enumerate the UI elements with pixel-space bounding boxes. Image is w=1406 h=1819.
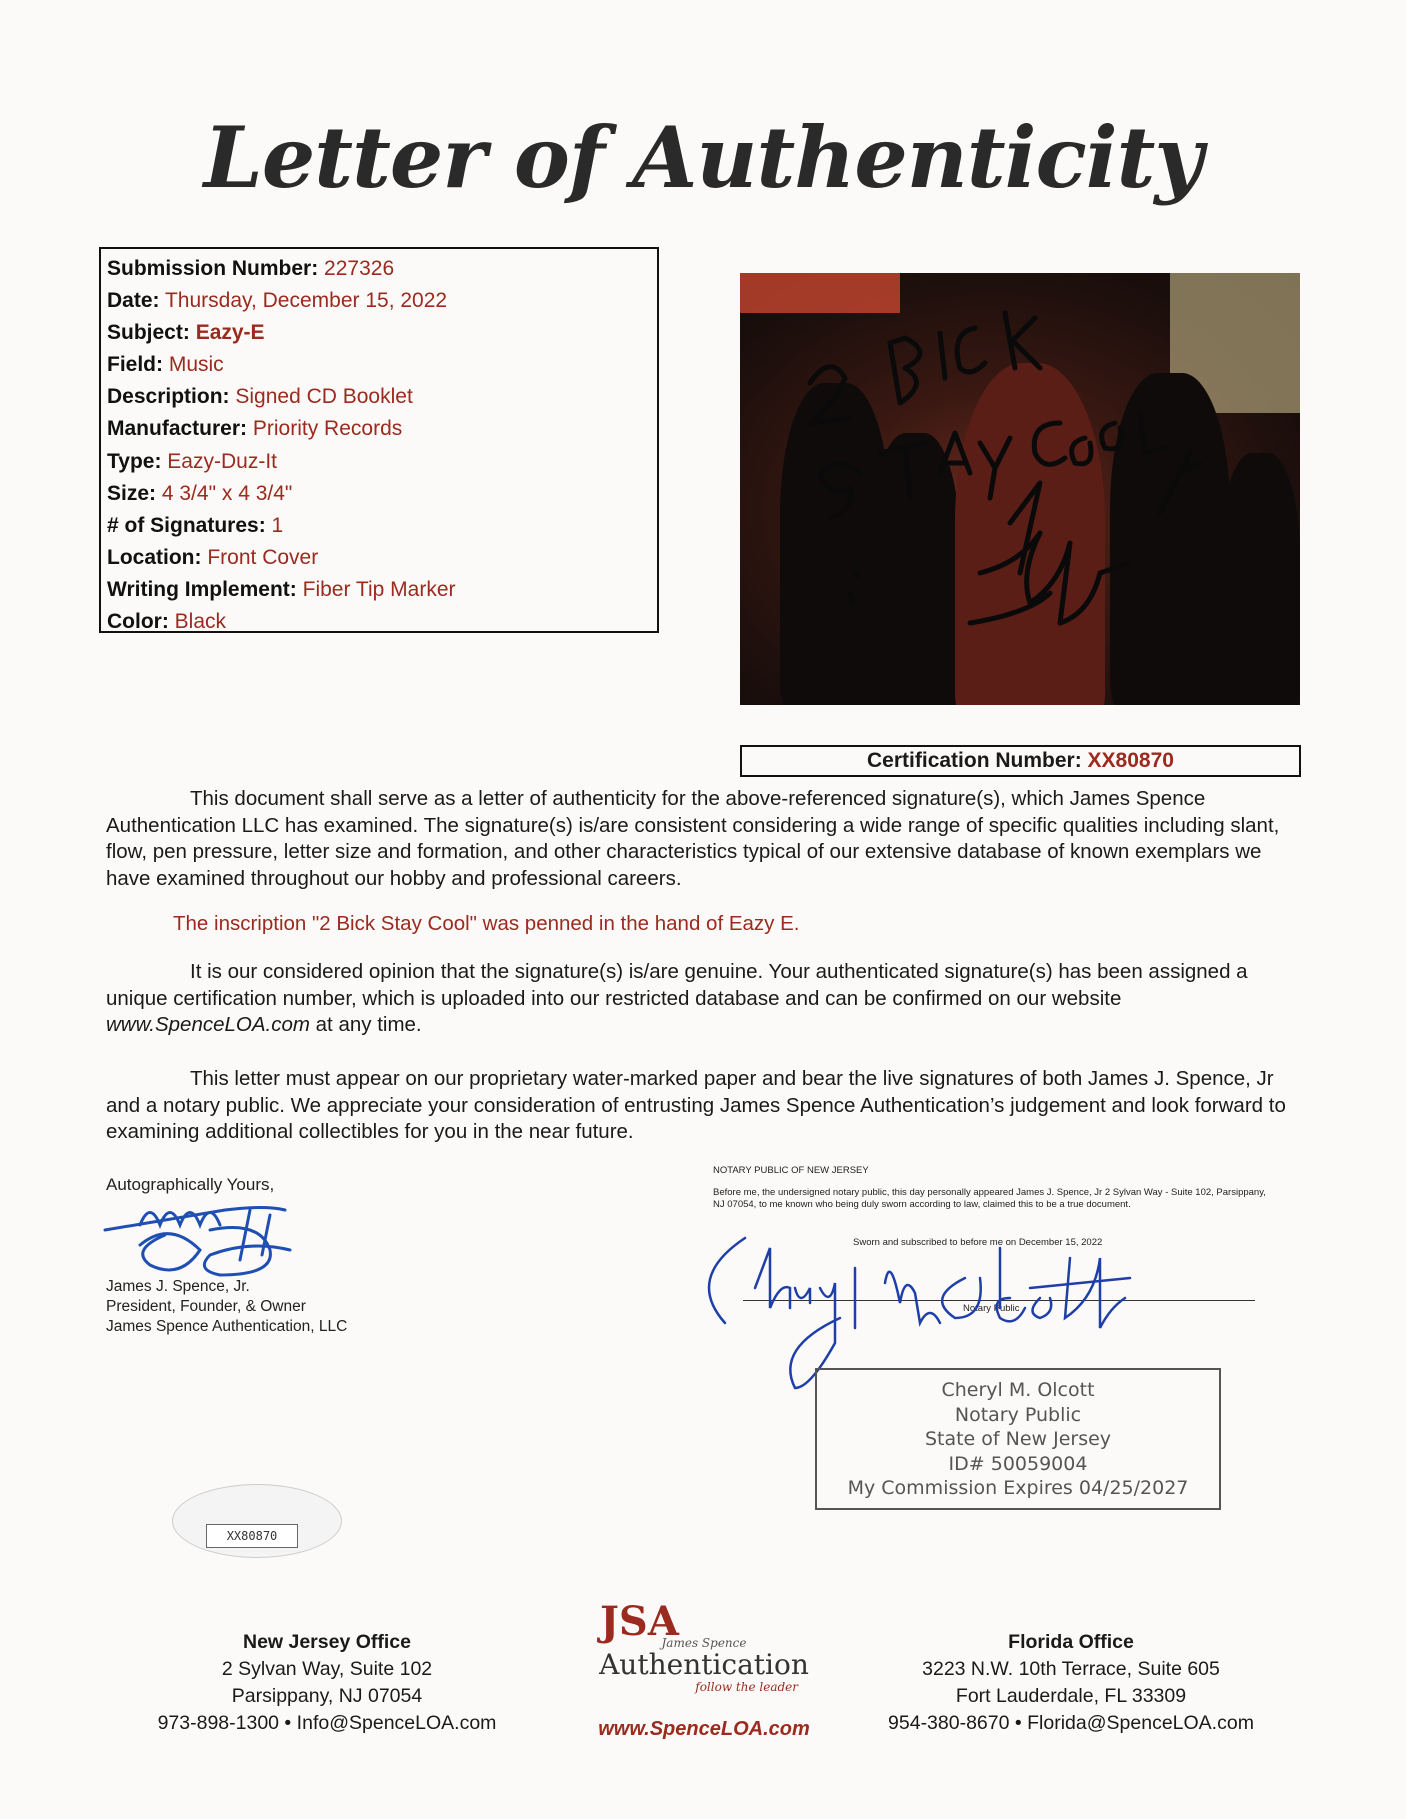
signatures-value: 1 — [271, 513, 284, 537]
nj-office-line1: 2 Sylvan Way, Suite 102 — [221, 1658, 433, 1680]
manufacturer-value: Priority Records — [252, 417, 403, 441]
subject-row — [107, 317, 651, 349]
paragraph-1-text: This document shall serve as a letter of authenticity for the above-referenced signature(s), which James Spence Authentication LLC has examined. The signature(s) is/are consistent considering a wide range of specific qualities including slant, flow, pen pressure, letter size and formation, and other characteristics typical of our extensive database of known exemplars we have examined throughout our hobby and professional careers. — [106, 787, 1280, 890]
nj-office-line2: Parsippany, NJ 07054 — [231, 1685, 423, 1707]
manufacturer-label: Manufacturer: — [107, 417, 248, 441]
fl-office-line3: 954-380-8670 • Florida@SpenceLOA.com — [888, 1712, 1254, 1734]
implement-value: Fiber Tip Marker — [302, 577, 456, 601]
notary-heading: NOTARY PUBLIC OF NEW JERSEY — [713, 1165, 869, 1176]
paragraph-2-tail: at any time. — [309, 1013, 422, 1037]
hologram-label: XX80870 — [206, 1524, 298, 1548]
color-label: Color: — [107, 610, 169, 634]
nj-office — [118, 1629, 536, 1737]
paragraph-2 — [106, 959, 1311, 1039]
fl-office-line1: 3223 N.W. 10th Terrace, Suite 605 — [922, 1658, 1220, 1680]
subject-value: Eazy-E — [195, 321, 265, 345]
type-value: Eazy-Duz-It — [167, 449, 277, 473]
inscription-signature-mark — [740, 273, 1300, 705]
jsa-logo-tagline: follow the leader — [695, 1680, 798, 1694]
signer-name: James J. Spence, Jr. — [106, 1278, 250, 1295]
size-value: 4 3/4" x 4 3/4" — [161, 481, 293, 505]
jsa-logo-letters: JSA — [600, 1598, 679, 1645]
nj-office-line3: 973-898-1300 • Info@SpenceLOA.com — [157, 1712, 497, 1734]
manufacturer-row — [107, 413, 651, 445]
description-label: Description: — [107, 385, 230, 409]
signer-block — [106, 1277, 347, 1337]
footer-website-link[interactable]: www.SpenceLOA.com — [598, 1718, 810, 1740]
spence-signature-mark — [100, 1190, 320, 1280]
field-row — [107, 349, 651, 381]
submission-info-box — [99, 247, 659, 633]
notary-statement: Before me, the undersigned notary public, this day personally appeared James J. Spence, Jr 2 Sylvan Way - Suite 102, Parsippany, NJ 07054, to me known who being duly sworn according to law, claimed this to be a true document. — [713, 1187, 1266, 1210]
closing-text: Autographically Yours, — [106, 1175, 275, 1194]
submission-label: Submission Number: — [107, 257, 319, 280]
signer-role: President, Founder, & Owner — [106, 1298, 306, 1315]
fl-office-heading: Florida Office — [1008, 1631, 1134, 1653]
stamp-title: Notary Public — [954, 1403, 1082, 1426]
size-row — [107, 478, 651, 510]
type-row — [107, 446, 651, 478]
stamp-id: ID# 50059004 — [948, 1452, 1088, 1475]
notary-stamp — [815, 1368, 1221, 1510]
certification-number-box — [740, 745, 1301, 777]
fl-office-line2: Fort Lauderdale, FL 33309 — [955, 1685, 1187, 1707]
field-label: Field: — [107, 353, 163, 377]
website-link[interactable]: www.SpenceLOA.com — [106, 1013, 310, 1037]
stamp-name: Cheryl M. Olcott — [941, 1379, 1095, 1401]
description-value: Signed CD Booklet — [235, 385, 413, 409]
stamp-state: State of New Jersey — [924, 1428, 1112, 1450]
signatures-row — [107, 510, 651, 542]
certification-label: Certification Number: — [867, 749, 1082, 772]
submission-value: 227326 — [324, 257, 395, 280]
notary-line-label: Notary Public — [963, 1303, 1020, 1314]
nj-office-heading: New Jersey Office — [242, 1631, 411, 1653]
subject-label: Subject: — [107, 321, 190, 345]
paragraph-1 — [106, 786, 1311, 892]
implement-label: Writing Implement: — [107, 577, 297, 601]
location-value: Front Cover — [207, 545, 319, 569]
size-label: Size: — [107, 481, 157, 505]
date-row — [107, 285, 651, 317]
document-title: Letter of Authenticity — [203, 108, 1203, 207]
date-label: Date: — [107, 289, 160, 313]
jsa-logo — [570, 1598, 838, 1722]
date-value: Thursday, December 15, 2022 — [164, 289, 448, 313]
jsa-logo-spence: James Spence — [661, 1636, 747, 1650]
certification-number: XX80870 — [1087, 749, 1174, 772]
description-row — [107, 381, 651, 413]
location-row — [107, 542, 651, 574]
jsa-logo-authentication: Authentication — [599, 1648, 809, 1681]
paragraph-3-text: This letter must appear on our proprietary water-marked paper and bear the live signatures of both James J. Spence, Jr and a notary public. We appreciate your consideration of entrusting James Spence Authentication’s judgement and look forward to examining additional collectibles for you in the near future. — [106, 1067, 1286, 1144]
paragraph-3 — [106, 1066, 1311, 1146]
paragraph-2-text: It is our considered opinion that the signature(s) is/are genuine. Your authenticated signature(s) has been assigned a unique certification number, which is uploaded into our restricted database and can be confirmed on our website — [106, 960, 1248, 1010]
fl-office — [862, 1629, 1280, 1737]
color-row — [107, 606, 651, 638]
color-value: Black — [174, 610, 227, 634]
signatures-label: # of Signatures: — [107, 513, 266, 537]
submission-row — [107, 253, 651, 285]
stamp-expires: My Commission Expires 04/25/2027 — [847, 1477, 1189, 1499]
notary-sworn-line: Sworn and subscribed to before me on December 15, 2022 — [853, 1237, 1103, 1248]
location-label: Location: — [107, 545, 202, 569]
item-photo — [740, 273, 1300, 705]
signer-company: James Spence Authentication, LLC — [106, 1318, 348, 1335]
implement-row — [107, 574, 651, 606]
type-label: Type: — [107, 449, 162, 473]
inscription-note: The inscription "2 Bick Stay Cool" was penned in the hand of Eazy E. — [173, 912, 800, 935]
field-value: Music — [168, 353, 224, 377]
